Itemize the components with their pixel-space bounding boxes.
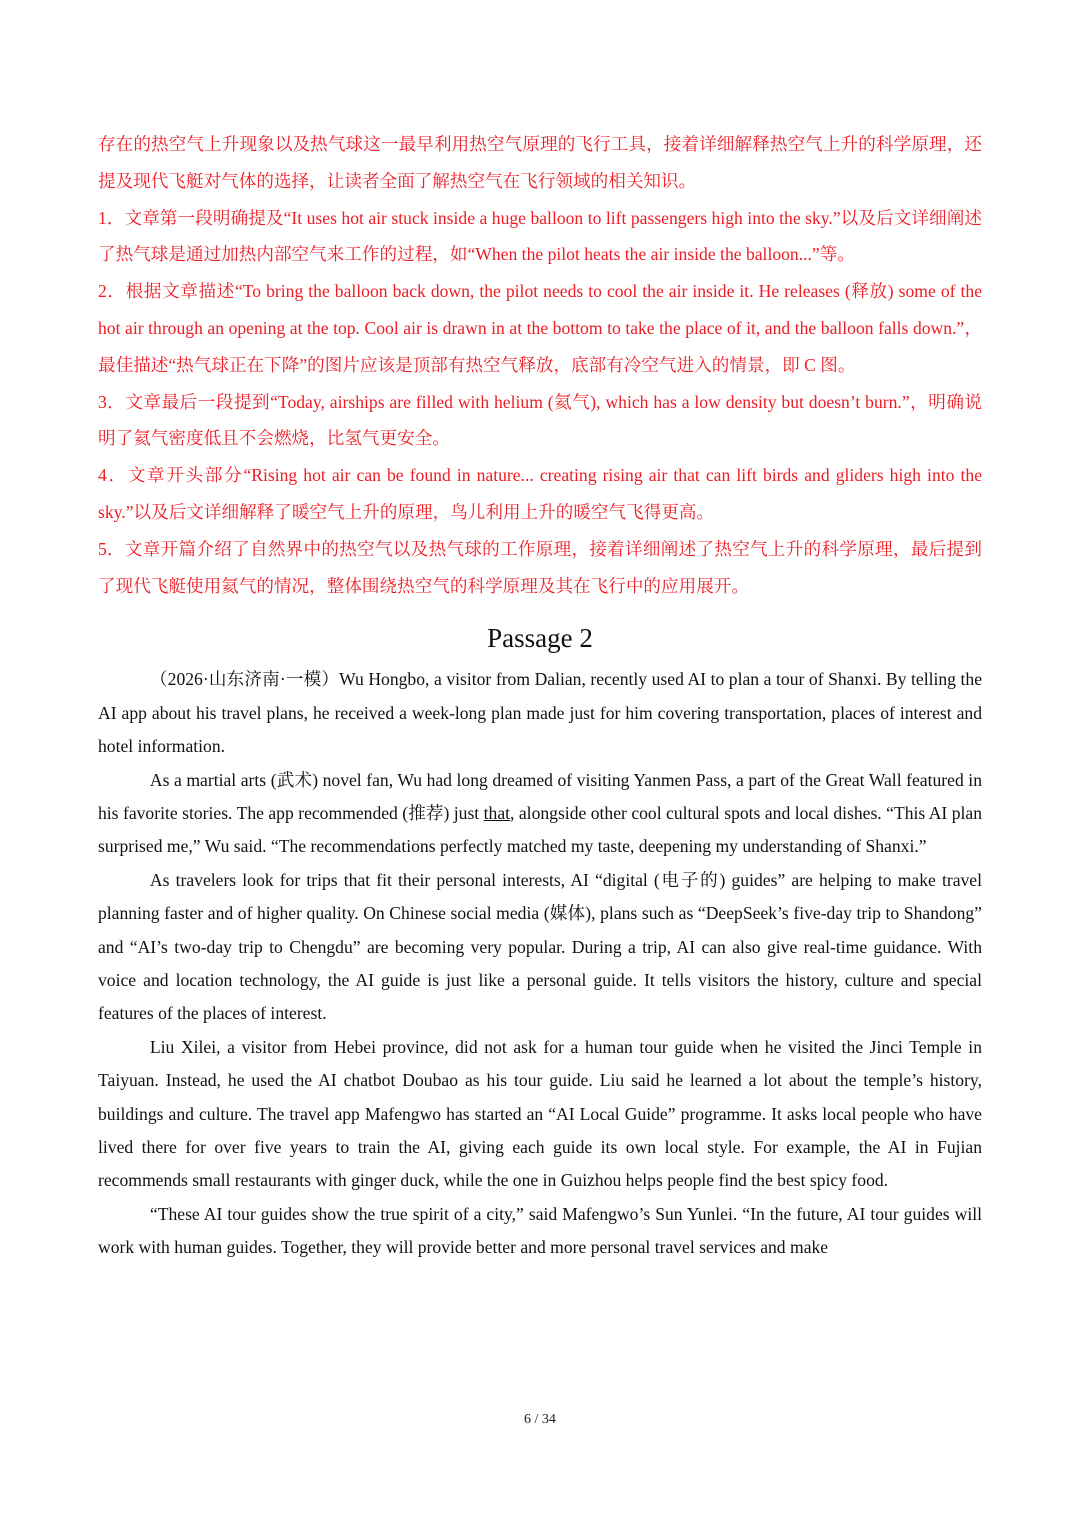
passage-body (98, 663, 982, 1264)
answer-item-3: 3．文章最后一段提到“Today, airships are filled with helium (氦气), which has a low density but doesn’t burn.”，明确说明了氦气密度低且不会燃烧，比氢气更安全。 (98, 391, 982, 449)
paragraph-2-text-end: , alongside other cool cultural spots and local dishes. “This AI plan surprised me,” Wu said. “The recommendations perfectly matched my taste, deepening my understanding of Shanxi.” (98, 802, 982, 857)
passage-paragraph-4: Liu Xilei, a visitor from Hebei province, did not ask for a human tour guide when he visited the Jinci Temple in Taiyuan. Instead, he used the AI chatbot Doubao as his tour guide. Liu said he learned a lot about the temple’s history, buildings and culture. The travel app Mafengwo has started an “AI Local Guide” programme. It asks local people who have lived there for over five years to train the AI, giving each guide its own local style. For example, the AI in Fujian recommends small restaurants with ginger duck, while the one in Guizhou helps people find the best spicy food. (98, 1036, 982, 1191)
document-page (98, 126, 982, 1265)
answer-item-1: 1．文章第一段明确提及“It uses hot air stuck inside a huge balloon to lift passengers high into the sky.”以及后文详细阐述了热气球是通过加热内部空气来工作的过程，如“When the pilot heats the air inside the balloon...”等。 (98, 207, 982, 265)
paragraph-2-text-start: As a martial arts (武术) novel fan, Wu had long dreamed of visiting Yanmen Pass, a part of the Great Wall featured in his favorite stories. The app recommended (推荐) just (98, 769, 982, 823)
answer-item-4: 4．文章开头部分“Rising hot air can be found in nature... creating rising air that can lift birds and gliders high into the sky.”以及后文详细解释了暖空气上升的原理，鸟儿利用上升的暖空气飞得更高。 (98, 465, 982, 522)
answer-explanations (98, 126, 982, 604)
passage-paragraph-2 (98, 764, 982, 864)
passage-title: Passage 2 (487, 623, 593, 654)
answer-item-5: 5．文章开篇介绍了自然界中的热空气以及热气球的工作原理，接着详细阐述了热空气上升的科学原理，最后提到了现代飞艇使用氦气的情况，整体围绕热空气的科学原理及其在飞行中的应用展开。 (98, 538, 982, 596)
passage-paragraph-3: As travelers look for trips that fit their personal interests, AI “digital (电子的) guides” are helping to make travel planning faster and of higher quality. On Chinese social media (媒体), plans such as “DeepSeek’s five-day trip to Shandong” and “AI’s two-day trip to Chengdu” are becoming very popular. During a trip, AI can also give real-time guidance. With voice and location technology, the AI guide is just like a personal guide. It tells visitors the history, culture and special features of the places of interest. (98, 869, 982, 1024)
page-number: 6 / 34 (524, 1412, 556, 1427)
passage-paragraph-1: （2026·山东济南·一模）Wu Hongbo, a visitor from Dalian, recently used AI to plan a tour of Shanxi. By telling the AI app about his travel plans, he received a week-long plan made just for him covering transportation, places of interest and hotel information. (98, 669, 982, 757)
underlined-word: that (483, 802, 511, 823)
answer-item-2: 2．根据文章描述“To bring the balloon back down, the pilot needs to cool the air inside it. He releases (释放) some of the hot air through an opening at the top. Cool air is drawn in at the bottom to take the place of it, and the balloon falls down.”，最佳描述“热气球正在下降”的图片应该是顶部有热空气释放，底部有冷空气进入的情景，即 C 图。 (98, 281, 982, 375)
passage-paragraph-5: “These AI tour guides show the true spirit of a city,” said Mafengwo’s Sun Yunlei. “In the future, AI tour guides will work with human guides. Together, they will provide better and more personal travel services and make (98, 1203, 982, 1258)
answer-intro: 存在的热空气上升现象以及热气球这一最早利用热空气原理的飞行工具，接着详细解释热空气上升的科学原理，还提及现代飞艇对气体的选择，让读者全面了解热空气在飞行领域的相关知识。 (98, 134, 982, 191)
